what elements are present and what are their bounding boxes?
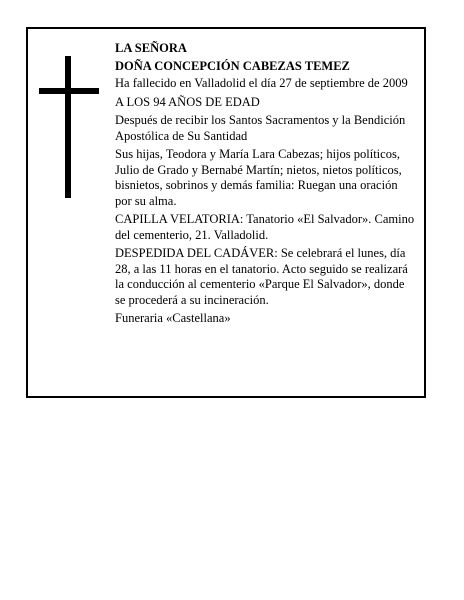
deceased-name: DOÑA CONCEPCIÓN CABEZAS TEMEZ [115,58,350,73]
death-notice: Ha fallecido en Valladolid el día 27 de septiembre de 2009 [115,76,408,90]
farewell-text: DESPEDIDA DEL CADÁVER: Se celebrará el lunes, día 28, a las 11 horas en el tanatorio. Acto seguido se realizará la conducción al cementerio «Parque El Salvador», donde se procederá a su incineración. [115,246,408,307]
age-line: A LOS 94 AÑOS DE EDAD [115,94,260,109]
obituary-notice [26,27,426,398]
cross-vertical-bar [65,56,71,198]
family-text: Sus hijas, Teodora y María Lara Cabezas; hijos políticos, Julio de Grado y Bernabé Martín; nietos, nietos políticos, bisnietos, sobrinos y demás familia: Ruegan una oración por su alma. [115,147,402,208]
cross-icon [39,56,99,198]
cross-horizontal-bar [39,88,99,94]
wake-text: CAPILLA VELATORIA: Tanatorio «El Salvador». Camino del cementerio, 21. Valladolid. [115,212,415,242]
obituary-text [115,41,415,330]
obituary-title: LA SEÑORA [115,41,187,55]
funeral-home: Funeraria «Castellana» [115,311,231,325]
sacraments-text: Después de recibir los Santos Sacramentos y la Bendición Apostólica de Su Santidad [115,113,406,143]
